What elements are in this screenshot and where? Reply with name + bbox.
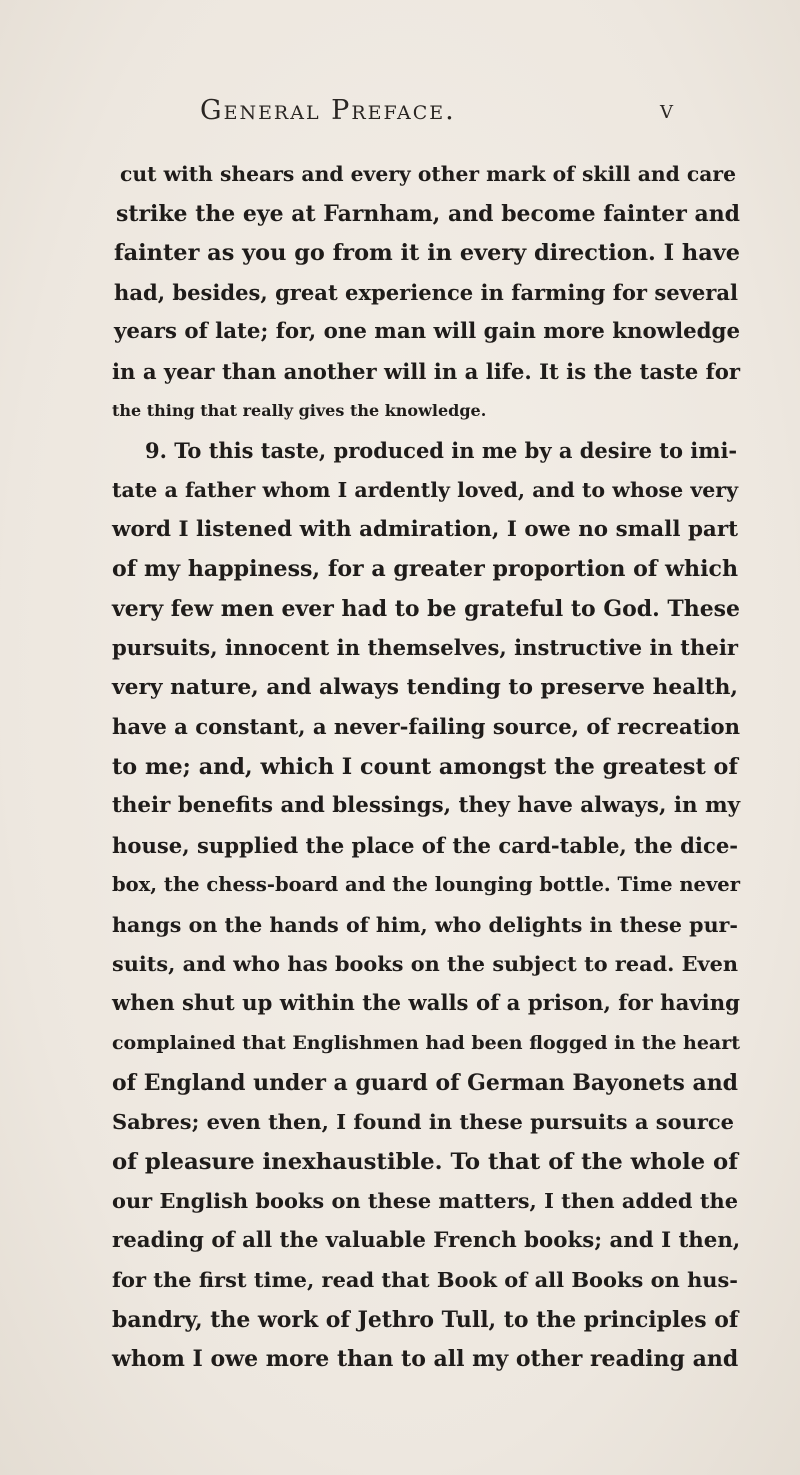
- text-line: hangs on the hands of him, who delights in these pur-: [112, 912, 738, 937]
- text-line: our English books on these matters, I then added the: [112, 1188, 738, 1213]
- text-line: cut with shears and every other mark of skill and care: [120, 162, 736, 186]
- text-line: box, the chess-board and the lounging bottle. Time never: [112, 873, 740, 896]
- body-text: [0, 154, 800, 1404]
- text-line: in a year than another will in a life. It is the taste for: [112, 358, 740, 384]
- text-line: for the first time, read that Book of all Books on hus-: [112, 1267, 738, 1292]
- text-line: of England under a guard of German Bayonets and: [112, 1069, 738, 1096]
- text-line: when shut up within the walls of a prison, for having: [112, 990, 740, 1016]
- text-line: have a constant, a never-failing source, of recreation: [112, 714, 740, 739]
- text-line: had, besides, great experience in farming for several: [114, 279, 738, 305]
- text-line: whom I owe more than to all my other reading and: [112, 1346, 739, 1372]
- text-line: to me; and, which I count amongst the greatest of: [112, 753, 738, 780]
- text-line: Sabres; even then, I found in these pursuits a source: [112, 1109, 734, 1134]
- text-line: their benefits and blessings, they have always, in my: [112, 793, 740, 818]
- text-line: suits, and who has books on the subject to read. Even: [112, 951, 738, 976]
- text-line: pursuits, innocent in themselves, instructive in their: [112, 635, 738, 660]
- text-line: fainter as you go from it in every direction. I have: [114, 240, 740, 266]
- text-line: 9. To this taste, produced in me by a desire to imi-: [145, 437, 738, 463]
- text-line: the thing that really gives the knowledge.: [112, 401, 487, 420]
- text-line: word I listened with admiration, I owe no small part: [112, 516, 738, 542]
- text-line: house, supplied the place of the card-table, the dice-: [112, 832, 739, 858]
- text-line: very nature, and always tending to preserve health,: [112, 674, 738, 700]
- text-line: reading of all the valuable French books; and I then,: [112, 1227, 741, 1253]
- text-line: bandry, the work of Jethro Tull, to the principles of: [112, 1306, 739, 1333]
- text-line: of pleasure inexhaustible. To that of the whole of: [112, 1148, 738, 1175]
- page-number: v: [660, 95, 673, 125]
- text-line: strike the eye at Farnham, and become fainter and: [116, 200, 740, 227]
- text-line: very few men ever had to be grateful to God. These: [112, 595, 741, 622]
- text-line: tate a father whom I ardently loved, and to whose very: [112, 478, 738, 502]
- page-header: [200, 95, 700, 135]
- text-line: years of late; for, one man will gain more knowledge: [114, 319, 740, 344]
- text-line: of my happiness, for a greater proportion of which: [112, 556, 738, 582]
- running-title: General Preface.: [200, 95, 456, 126]
- text-line: complained that Englishmen had been flogged in the heart: [112, 1032, 741, 1054]
